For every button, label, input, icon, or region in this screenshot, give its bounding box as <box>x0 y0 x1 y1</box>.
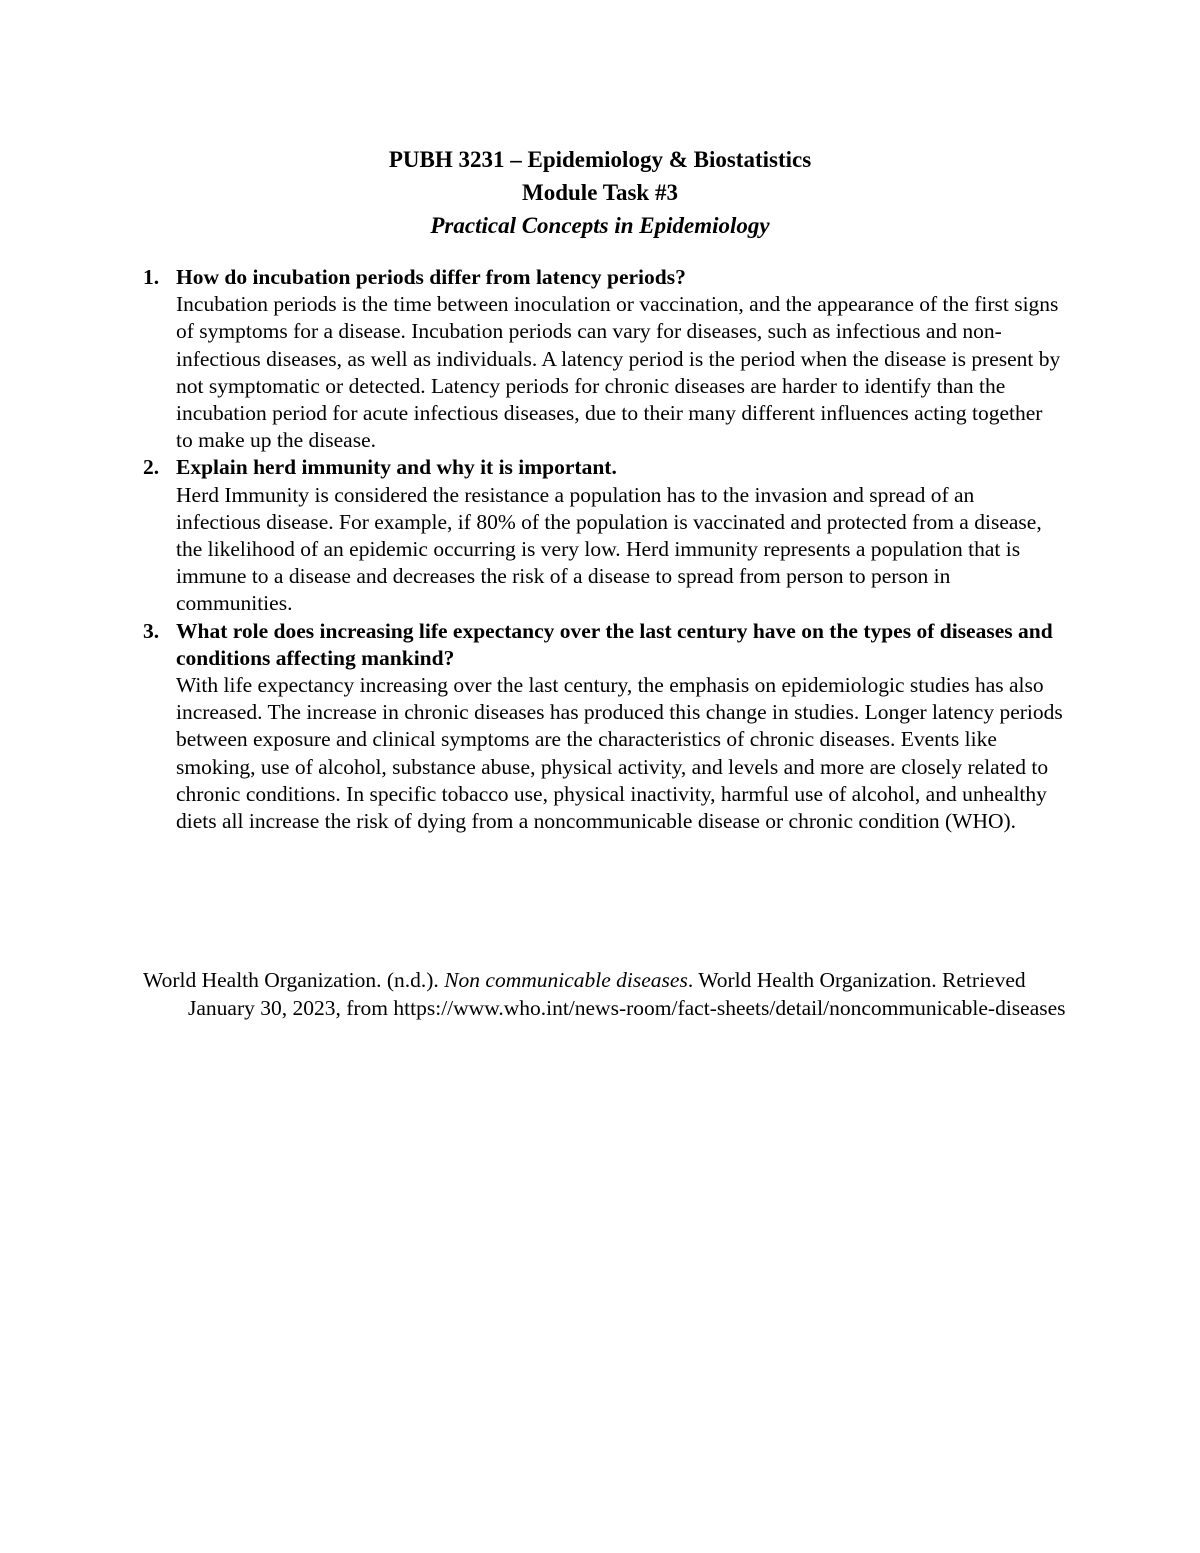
question-number: 2. <box>143 455 160 480</box>
document-header <box>0 143 1200 242</box>
question-item-1 <box>143 264 1063 454</box>
reference-details: . World Health Organization. Retrieved January 30, 2023, from https://www.who.int/news-room/fact-sheets/detail/noncommunicable-diseases <box>188 968 1066 1020</box>
question-item-3 <box>143 618 1063 836</box>
answer-text: Incubation periods is the time between inoculation or vaccination, and the appearance of the first signs of symptoms for a disease. Incubation periods can vary for diseases, such as infectious and non-infectious diseases, as well as individuals. A latency period is the period when the disease is present by not symptomatic or detected. Latency periods for chronic diseases are harder to identify than the incubation period for acute infectious diseases, due to their many different influences acting together to make up the disease. <box>176 292 1061 453</box>
question-text: Explain herd immunity and why it is important. <box>176 455 617 480</box>
answer-text: Herd Immunity is considered the resistance a population has to the invasion and spread of an infectious disease. For example, if 80% of the population is vaccinated and protected from a disease, the likelihood of an epidemic occurring is very low. Herd immunity represents a population that is immune to a disease and decreases the risk of a disease to spread from person to person in communities. <box>176 482 1042 616</box>
answer-text: With life expectancy increasing over the last century, the emphasis on epidemiologic studies has also increased. The increase in chronic diseases has produced this change in studies. Longer latency periods between exposure and clinical symptoms are the characteristics of chronic diseases. Events like smoking, use of alcohol, substance abuse, physical activity, and levels and more are closely related to chronic conditions. In specific tobacco use, physical inactivity, harmful use of alcohol, and unhealthy diets all increase the risk of dying from a noncommunicable disease or chronic condition (WHO). <box>176 673 1063 834</box>
question-number: 3. <box>143 618 160 643</box>
reference-author: World Health Organization. (n.d.). <box>143 968 445 992</box>
question-text: How do incubation periods differ from latency periods? <box>176 265 686 289</box>
course-title: PUBH 3231 – Epidemiology & Biostatistics <box>388 147 812 172</box>
reference-entry <box>143 967 1068 1022</box>
task-title: Module Task #3 <box>522 180 678 205</box>
question-text: What role does increasing life expectancy over the last century have on the types of diseases and conditions affecting mankind? <box>176 618 1053 670</box>
question-item-2 <box>143 454 1063 617</box>
question-list <box>143 264 1063 835</box>
question-number: 1. <box>143 265 160 289</box>
document-subtitle: Practical Concepts in Epidemiology <box>430 213 770 238</box>
reference-title: Non communicable diseases <box>444 968 688 992</box>
